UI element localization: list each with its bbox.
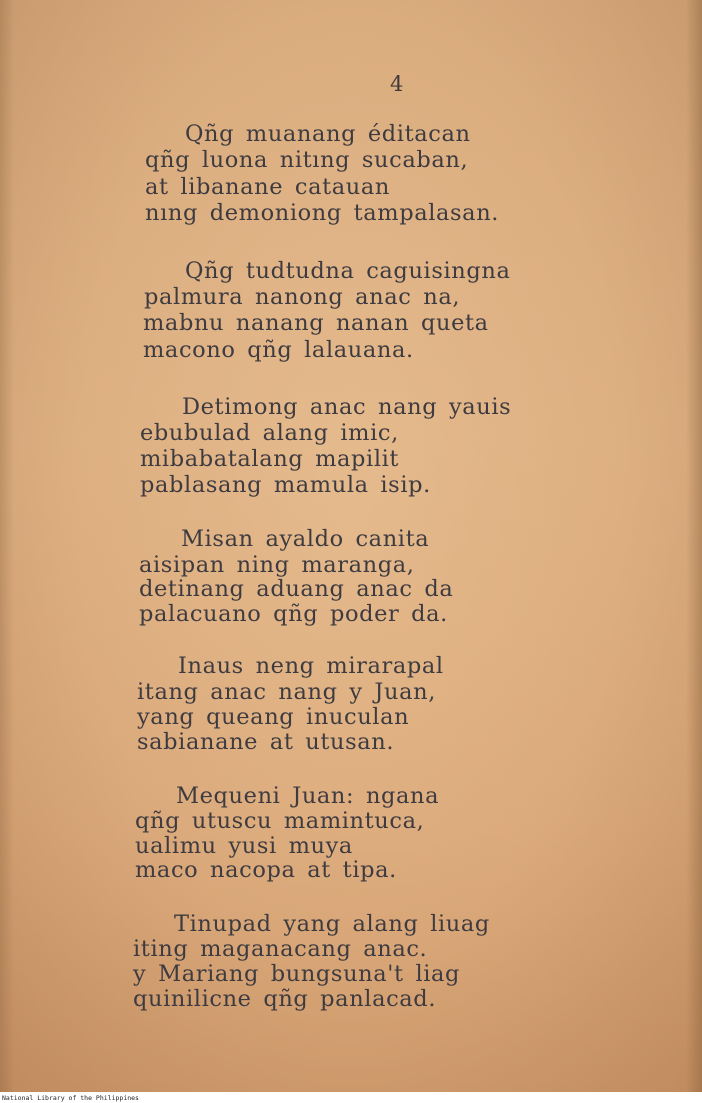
verse-line: itang anac nang y Juan, — [137, 679, 436, 705]
page-left-shadow — [0, 0, 14, 1092]
verse-line: ualimu yusi muya — [135, 833, 353, 859]
verse-line: quinilicne qñg panlacad. — [133, 986, 437, 1012]
verse-line: palmura nanong anac na, — [144, 284, 461, 310]
verse-line: detinang aduang anac da — [139, 576, 454, 602]
verse-line: yang queang inuculan — [137, 704, 410, 730]
verse-line: sabianane at utusan. — [137, 729, 395, 755]
verse-line: y Mariang bungsuna't liag — [133, 961, 461, 987]
verse-line: maco nacopa at tipa. — [135, 857, 397, 883]
verse-line: mabnu nanang nanan queta — [143, 310, 489, 336]
verse-line: pablasang mamula isip. — [140, 472, 431, 498]
verse-line: ebubulad alang imic, — [140, 420, 399, 446]
verse-line: at libanane catauan — [145, 174, 390, 200]
verse-line: Qñg tudtudna caguisingna — [185, 258, 511, 284]
verse-line: mibabatalang mapilit — [140, 446, 400, 472]
verse-line: iting maganacang anac. — [133, 936, 428, 962]
footer-credit: National Library of the Philippines — [2, 1094, 139, 1102]
verse-line: palacuano qñg poder da. — [139, 601, 448, 627]
page-number: 4 — [390, 72, 404, 96]
verse-line: qñg luona nitıng sucaban, — [145, 147, 469, 173]
verse-line: Detimong anac nang yauis — [182, 394, 512, 420]
verse-line: Qñg muanang éditacan — [185, 121, 471, 147]
page-right-shadow — [686, 0, 702, 1092]
verse-line: macono qñg lalauana. — [143, 337, 414, 363]
verse-line: qñg utuscu mamintuca, — [135, 808, 425, 834]
verse-line: Misan ayaldo canita — [181, 526, 430, 552]
verse-line: Mequeni Juan: ngana — [176, 783, 440, 809]
verse-line: nıng demoniong tampalasan. — [145, 200, 500, 226]
verse-line: aisipan ning maranga, — [139, 552, 415, 578]
verse-line: Inaus neng mirarapal — [178, 653, 444, 679]
verse-line: Tinupad yang alang liuag — [174, 911, 490, 937]
